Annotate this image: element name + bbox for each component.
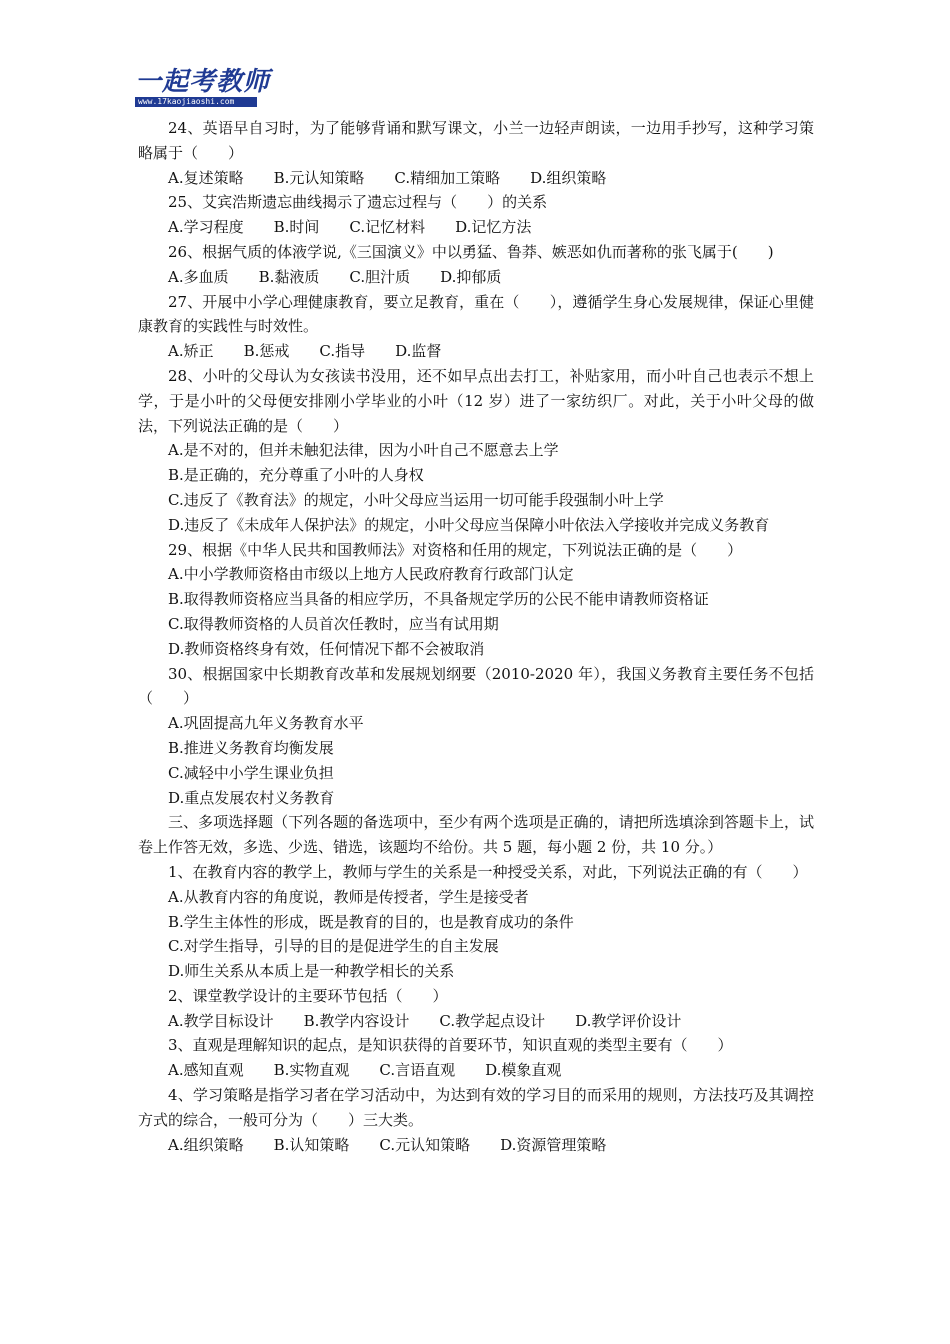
option: A.教学目标设计 — [168, 1011, 274, 1030]
option: D.组织策略 — [530, 168, 607, 187]
options-row — [138, 1058, 814, 1083]
option: C.精细加工策略 — [394, 168, 501, 187]
option-line: A.中小学教师资格由市级以上地方人民政府教育行政部门认定 — [168, 565, 574, 584]
question-text: 4、学习策略是指学习者在学习活动中，为达到有效的学习目的而采用的规则，方法技巧及其调控方式的综合，一般可分为（ ）三大类。 — [138, 1086, 814, 1129]
option: B.元认知策略 — [273, 168, 365, 187]
option: A.感知直观 — [168, 1061, 244, 1080]
option: B.时间 — [273, 218, 320, 237]
option-line: C.取得教师资格的人员首次任教时，应当有试用期 — [168, 614, 499, 633]
option: A.学习程度 — [168, 218, 244, 237]
logo — [135, 67, 271, 108]
option: C.教学起点设计 — [439, 1011, 546, 1030]
option-line: B.取得教师资格应当具备的相应学历，不具备规定学历的公民不能申请教师资格证 — [168, 590, 709, 609]
option: A.组织策略 — [168, 1135, 244, 1154]
option: B.惩戒 — [243, 342, 290, 361]
logo-text: 一起考教师 — [135, 67, 271, 97]
question-text: 26、根据气质的体液学说,《三国演义》中以勇猛、鲁莽、嫉恶如仇而著称的张飞属于( ) — [168, 242, 774, 261]
options-row — [138, 166, 814, 191]
logo-url: www.17kaojiaoshi.com — [135, 97, 257, 107]
option-line: D.违反了《未成年人保护法》的规定，小叶父母应当保障小叶依法入学接收并完成义务教育 — [168, 515, 770, 534]
option: A.矫正 — [168, 342, 214, 361]
option-line: A.是不对的，但并未触犯法律，因为小叶自己不愿意去上学 — [168, 441, 559, 460]
option-line: B.学生主体性的形成，既是教育的目的，也是教育成功的条件 — [168, 912, 574, 931]
question-text: 30、根据国家中长期教育改革和发展规划纲要（2010-2020 年），我国义务教育主要任务不包括（ ） — [138, 664, 814, 708]
option: B.黏液质 — [258, 267, 320, 286]
question-text: 29、根据《中华人民共和国教师法》对资格和任用的规定，下列说法正确的是（ ） — [168, 540, 743, 559]
option: D.资源管理策略 — [500, 1135, 607, 1154]
option: A.多血质 — [168, 267, 229, 286]
option-line: D.师生关系从本质上是一种教学相长的关系 — [168, 962, 455, 981]
option: B.实物直观 — [273, 1061, 350, 1080]
option: D.记忆方法 — [455, 218, 532, 237]
option-line: C.对学生指导，引导的目的是促进学生的自主发展 — [168, 937, 499, 956]
option-line: C.违反了《教育法》的规定，小叶父母应当运用一切可能手段强制小叶上学 — [168, 490, 664, 509]
question-text: 27、开展中小学心理健康教育，要立足教育，重在（ ），遵循学生身心发展规律，保证心里健康教育的实践性与时效性。 — [138, 292, 814, 336]
option-line: B.是正确的，充分尊重了小叶的人身权 — [168, 466, 424, 485]
option: B.认知策略 — [273, 1135, 350, 1154]
options-row — [138, 265, 814, 290]
option: C.记忆材料 — [349, 218, 426, 237]
option: D.抑郁质 — [440, 267, 502, 286]
options-row — [138, 1133, 814, 1158]
question-text: 三、多项选择题（下列各题的备选项中，至少有两个选项是正确的，请把所选填涂到答题卡上，试卷上作答无效，多选、少选、错选，该题均不给份。共 5 题，每小题 2 份，共 10 分。） — [138, 813, 814, 857]
question-text: 28、小叶的父母认为女孩读书没用，还不如早点出去打工，补贴家用，而小叶自己也表示不想上学，于是小叶的父母便安排刚小学毕业的小叶（12 岁）进了一家纺织厂。对此，关于小叶父母的做法，下列说法正确的是（ ） — [138, 366, 814, 435]
option-line: B.推进义务教育均衡发展 — [168, 738, 334, 757]
exam-content — [138, 116, 814, 1157]
option: B.教学内容设计 — [303, 1011, 410, 1030]
option: A.复述策略 — [168, 168, 244, 187]
question-text: 2、课堂教学设计的主要环节包括（ ） — [168, 986, 448, 1005]
option-line: D.教师资格终身有效，任何情况下都不会被取消 — [168, 639, 485, 658]
question-text: 3、直观是理解知识的起点，是知识获得的首要环节，知识直观的类型主要有（ ） — [168, 1036, 733, 1055]
option: D.教学评价设计 — [575, 1011, 682, 1030]
option-line: D.重点发展农村义务教育 — [168, 788, 335, 807]
question-text: 24、英语早自习时，为了能够背诵和默写课文，小兰一边轻声朗读，一边用手抄写，这种学习策略属于（ ） — [138, 119, 814, 162]
option: D.监督 — [395, 342, 442, 361]
option: C.指导 — [319, 342, 366, 361]
options-row — [138, 215, 814, 240]
option-line: C.减轻中小学生课业负担 — [168, 763, 334, 782]
option: C.言语直观 — [379, 1061, 456, 1080]
option: C.元认知策略 — [379, 1135, 471, 1154]
options-row — [138, 339, 814, 364]
option-line: A.从教育内容的角度说，教师是传授者，学生是接受者 — [168, 887, 529, 906]
question-text: 25、艾宾浩斯遗忘曲线揭示了遗忘过程与（ ）的关系 — [168, 193, 548, 212]
question-text: 1、在教育内容的教学上，教师与学生的关系是一种授受关系，对此，下列说法正确的有（ ） — [168, 862, 808, 881]
option: C.胆汁质 — [349, 267, 411, 286]
option-line: A.巩固提高九年义务教育水平 — [168, 714, 364, 733]
option: D.模象直观 — [485, 1061, 562, 1080]
options-row — [138, 1009, 814, 1034]
